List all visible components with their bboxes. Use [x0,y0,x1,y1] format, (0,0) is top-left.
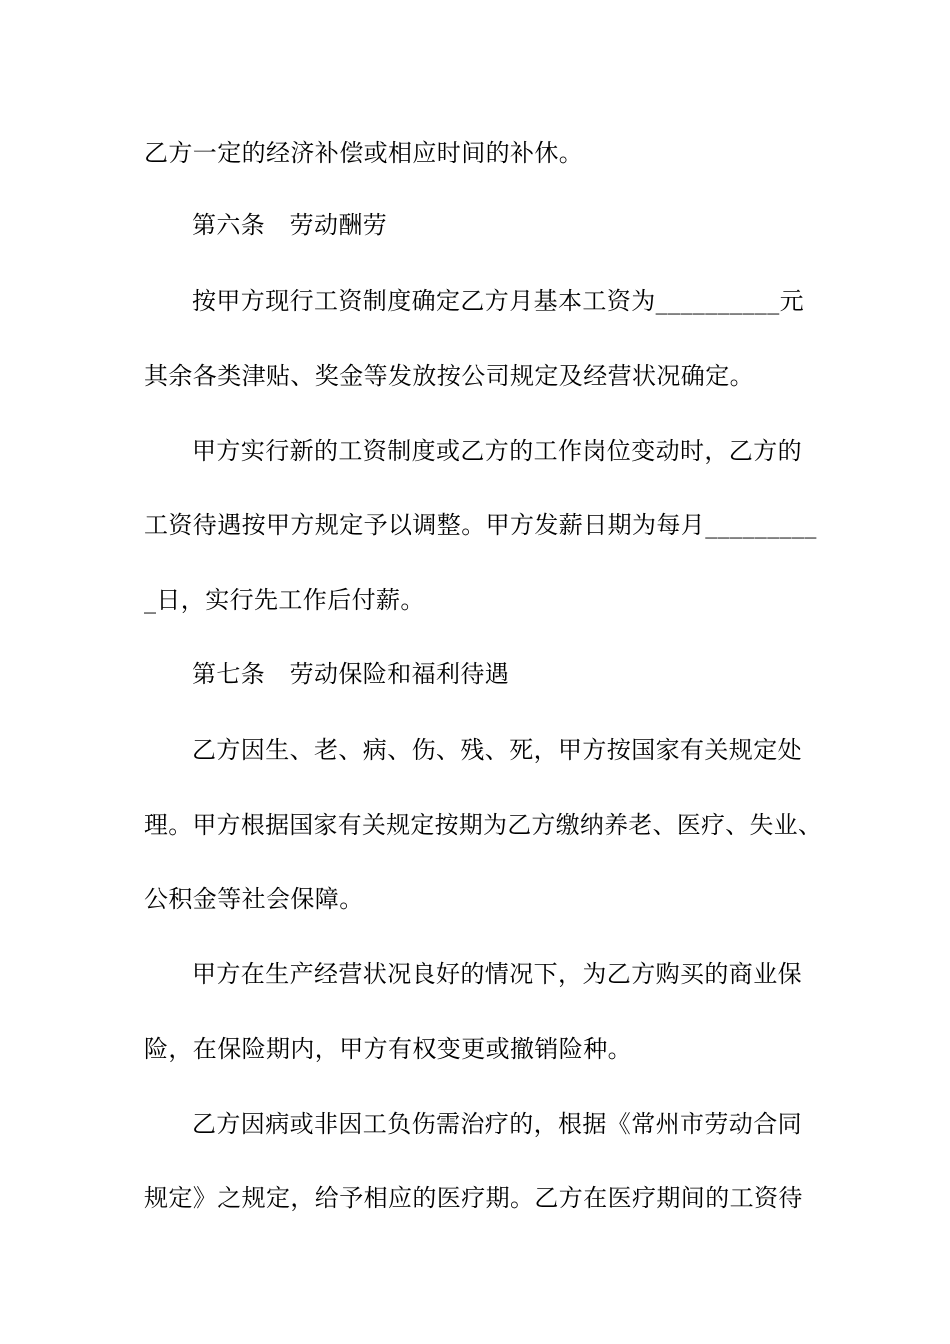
paragraph-line-1: 乙方一定的经济补偿或相应时间的补休。 [144,139,584,167]
paragraph-line-12: 甲方在生产经营状况良好的情况下，为乙方购买的商业保 [192,960,802,988]
paragraph-line-7: _日，实行先工作后付薪。 [144,586,425,614]
paragraph-line-6: 工资待遇按甲方规定予以调整。甲方发薪日期为每月_________ [144,511,817,539]
paragraph-line-14: 乙方因病或非因工负伤需治疗的，根据《常州市劳动合同 [192,1110,802,1138]
paragraph-line-3: 按甲方现行工资制度确定乙方月基本工资为__________元 [192,287,804,315]
paragraph-line-5: 甲方实行新的工资制度或乙方的工作岗位变动时，乙方的 [192,437,802,465]
article-7-heading: 第七条 劳动保险和福利待遇 [192,660,510,688]
paragraph-line-9: 乙方因生、老、病、伤、残、死，甲方按国家有关规定处 [192,736,802,764]
article-6-heading: 第六条 劳动酬劳 [192,211,388,239]
paragraph-line-11: 公积金等社会保障。 [144,885,364,913]
paragraph-line-15: 规定》之规定，给予相应的医疗期。乙方在医疗期间的工资待 [144,1184,803,1212]
paragraph-line-10: 理。甲方根据国家有关规定按期为乙方缴纳养老、医疗、失业、 [144,811,823,839]
paragraph-line-13: 险，在保险期内，甲方有权变更或撤销险种。 [144,1035,632,1063]
paragraph-line-4: 其余各类津贴、奖金等发放按公司规定及经营状况确定。 [144,362,754,390]
